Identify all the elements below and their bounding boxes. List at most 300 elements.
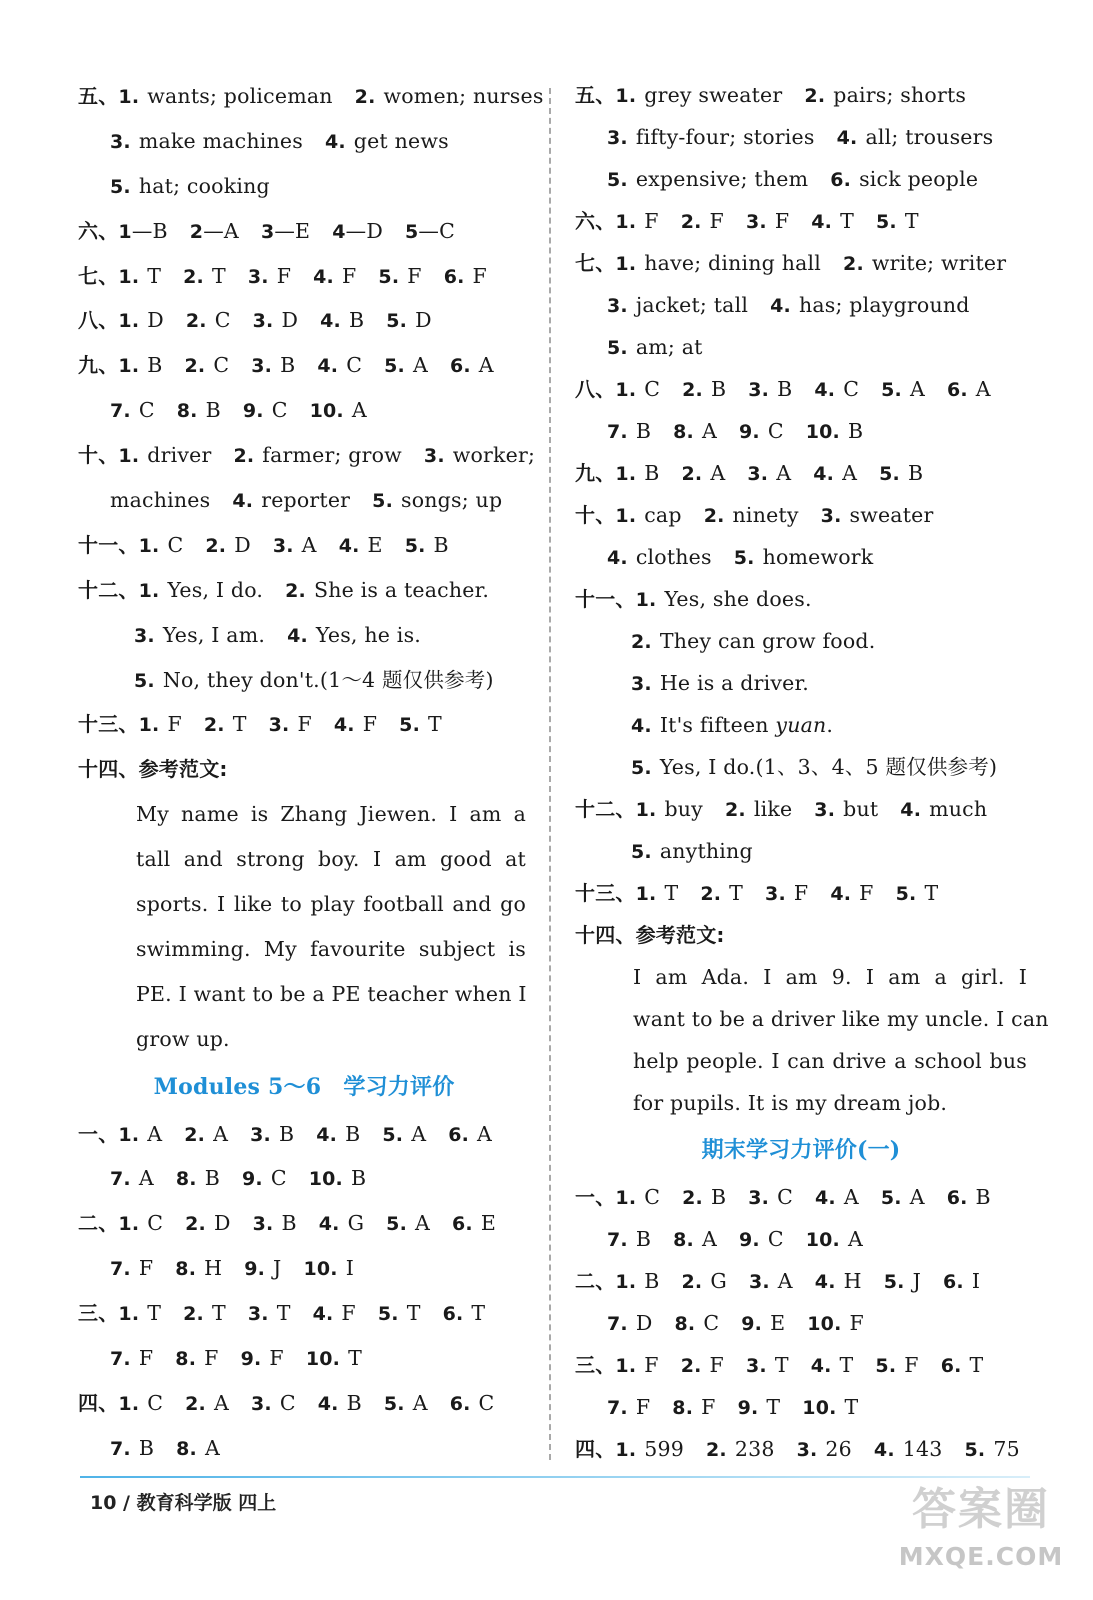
- question-number: 4.: [770, 295, 791, 317]
- answer-item: [874, 1437, 943, 1461]
- question-number: 4.: [836, 127, 858, 149]
- answer-item: [175, 1256, 222, 1280]
- answer-item: [241, 1346, 284, 1370]
- answer-text: 143: [902, 1437, 943, 1461]
- answer-text: Yes, I do.(1、3、4、5 题仅供参考): [659, 755, 998, 779]
- question-number: 1.: [615, 253, 637, 275]
- answer-text: anything: [659, 839, 753, 863]
- question-number: 5.: [372, 490, 394, 513]
- question-number: 2.: [705, 1439, 727, 1461]
- question-number: 3.: [272, 534, 294, 557]
- question-number: 4.: [320, 310, 341, 333]
- answer-line: [78, 1336, 530, 1381]
- answer-text: but: [843, 797, 879, 821]
- answer-text: F: [701, 1395, 716, 1419]
- answer-text: C: [214, 308, 231, 333]
- answer-item: [386, 308, 431, 332]
- answer-text: machines: [110, 488, 211, 513]
- answer-line: [575, 158, 1027, 200]
- question-number: 7.: [110, 1437, 131, 1460]
- answer-item: [947, 1185, 991, 1209]
- answer-text: C: [279, 1390, 296, 1415]
- question-number: 10.: [308, 1168, 343, 1191]
- answer-line: [575, 1386, 1027, 1428]
- sentence-end: .: [826, 713, 834, 737]
- question-number: 1.: [138, 534, 160, 557]
- answer-item: [607, 167, 808, 191]
- answer-text: T: [147, 1301, 162, 1326]
- answer-item: [811, 209, 854, 233]
- answer-item: [243, 398, 288, 422]
- answer-item: [118, 353, 162, 377]
- question-number: 4.: [312, 1303, 334, 1326]
- question-number: 3: [260, 220, 275, 243]
- answer-item: [318, 1391, 362, 1415]
- answer-item: [261, 219, 310, 243]
- answer-item: [110, 488, 210, 512]
- answer-line: [78, 1156, 530, 1201]
- question-number: 3.: [268, 714, 290, 737]
- section-number: 九、: [78, 353, 119, 378]
- answer-text: A: [411, 1121, 427, 1146]
- answer-text: A: [777, 1269, 793, 1293]
- answer-text: F: [859, 881, 874, 905]
- section-number: 九、: [575, 461, 616, 485]
- question-number: 5.: [733, 547, 755, 569]
- answer-item: [110, 398, 155, 422]
- answer-text: C: [644, 377, 661, 401]
- answer-text: D: [147, 308, 164, 333]
- answer-text: T: [147, 263, 162, 288]
- question-number: 1.: [615, 211, 637, 233]
- answer-item: [879, 461, 923, 485]
- question-number: 6.: [452, 1213, 473, 1236]
- answer-text: T: [406, 1301, 421, 1326]
- answer-text: J: [273, 1256, 282, 1281]
- question-number: 1.: [118, 265, 140, 288]
- question-number: 5.: [880, 1187, 902, 1209]
- question-number: 4.: [813, 463, 835, 485]
- answer-text: A: [478, 353, 494, 378]
- question-number: 4.: [900, 799, 922, 821]
- answer-line: [575, 1428, 1027, 1470]
- answer-text: F: [269, 1346, 284, 1371]
- footer-rule: [80, 1476, 1030, 1478]
- answer-line: [575, 410, 1027, 452]
- question-number: 4.: [232, 490, 254, 513]
- answer-text: B: [710, 377, 727, 401]
- answer-text: A: [909, 377, 925, 401]
- question-number: 5.: [631, 757, 652, 779]
- question-number: 3.: [820, 505, 842, 527]
- answer-text: jacket; tall: [635, 293, 749, 317]
- answer-text: A: [415, 1211, 431, 1236]
- answer-text: G: [710, 1269, 727, 1293]
- question-number: 1.: [615, 1355, 637, 1377]
- answer-text: A: [213, 1390, 229, 1415]
- answer-item: [110, 174, 270, 198]
- answer-line: [78, 1201, 530, 1246]
- answer-line: [78, 254, 530, 299]
- answer-item: [118, 1391, 163, 1415]
- answer-line: [78, 388, 530, 433]
- section-number: 一、: [575, 1185, 616, 1209]
- answer-item: [118, 1211, 163, 1235]
- answer-text: B: [147, 353, 163, 378]
- answer-text: C: [767, 1227, 784, 1251]
- question-number: 5.: [883, 1271, 905, 1293]
- answer-text: fifty-four; stories: [635, 125, 815, 149]
- section-number: 四、: [575, 1437, 616, 1461]
- question-number: 4.: [338, 534, 360, 557]
- answer-line: [575, 74, 1027, 116]
- answer-text: No, they don't.(1～4 题仅供参考): [162, 667, 494, 692]
- answer-text: make machines: [138, 128, 303, 153]
- answer-text: F: [138, 1346, 154, 1371]
- answer-item: [738, 1395, 781, 1419]
- answer-line: [575, 662, 1027, 704]
- answer-text: A: [847, 1227, 863, 1251]
- question-number: 2.: [184, 1123, 206, 1146]
- question-number: 4.: [317, 355, 339, 378]
- question-number: 7.: [110, 1258, 131, 1281]
- question-number: 3.: [251, 355, 273, 378]
- section-number: 四、: [78, 1390, 119, 1415]
- answer-text: T: [428, 712, 442, 737]
- answer-text: A: [776, 461, 792, 485]
- section-number: 十二、: [78, 577, 139, 602]
- answer-text: A: [147, 1121, 163, 1146]
- answer-item: [253, 1211, 297, 1235]
- essay-line: swimming. My favourite subject is: [136, 936, 526, 961]
- essay-line: PE. I want to be a PE teacher when I: [136, 981, 527, 1006]
- answer-line: [575, 914, 1027, 956]
- answer-item: [739, 419, 784, 443]
- answer-line: [575, 1176, 1027, 1218]
- answer-item: [139, 578, 264, 602]
- answer-item: [450, 353, 494, 377]
- answer-text: T: [839, 1353, 854, 1377]
- question-number: 7.: [110, 400, 131, 423]
- answer-item: [734, 545, 874, 569]
- question-number: 2.: [285, 579, 306, 602]
- question-number: 4.: [333, 714, 355, 737]
- question-number: 3.: [745, 1355, 767, 1377]
- question-number: 4.: [318, 1213, 340, 1236]
- answer-item: [139, 533, 184, 557]
- answer-line: [78, 1381, 530, 1426]
- answer-item: [303, 1256, 354, 1280]
- answer-line: [78, 658, 530, 703]
- section-number: 二、: [575, 1269, 616, 1293]
- answer-item: [631, 629, 875, 653]
- question-number: 2.: [354, 86, 376, 108]
- answer-item: [176, 1166, 220, 1190]
- answer-item: [306, 1346, 362, 1370]
- answer-text: A: [701, 1227, 717, 1251]
- question-number: 2.: [682, 379, 703, 401]
- answer-text: B: [345, 1121, 361, 1146]
- question-number: 4.: [814, 1271, 836, 1293]
- answer-item: [815, 1269, 862, 1293]
- question-number: 7.: [110, 1168, 131, 1191]
- answer-item: [811, 1353, 854, 1377]
- question-number: 10.: [805, 421, 840, 443]
- question-number: 3.: [252, 310, 274, 333]
- question-number: 4: [332, 220, 346, 243]
- answer-text: farmer; grow: [262, 443, 402, 468]
- question-number: 5.: [875, 1355, 897, 1377]
- currency-italic: yuan: [775, 713, 827, 737]
- question-number: 1.: [138, 579, 160, 602]
- answer-text: C: [213, 353, 230, 378]
- answer-text: E: [770, 1311, 786, 1335]
- answer-item: [830, 167, 978, 191]
- question-number: 3.: [748, 379, 770, 401]
- question-number: 5.: [631, 841, 652, 863]
- question-number: 6.: [448, 1123, 470, 1146]
- answer-line: [575, 326, 1027, 368]
- section-number: 十一、: [575, 587, 636, 611]
- answer-line: [575, 788, 1027, 830]
- question-number: 5.: [399, 714, 421, 737]
- question-number: 3.: [110, 130, 131, 153]
- answer-item: [631, 713, 833, 737]
- answer-text: songs; up: [401, 488, 503, 513]
- answer-item: [607, 545, 712, 569]
- answer-text: F: [341, 263, 357, 288]
- answer-line: [78, 702, 530, 747]
- answer-text: A: [351, 398, 367, 423]
- question-number: 6.: [830, 169, 852, 191]
- answer-line: [575, 704, 1027, 746]
- answer-text: B: [346, 1390, 362, 1415]
- answer-text: —E: [274, 218, 311, 243]
- question-number: 2.: [183, 1303, 204, 1326]
- question-number: 3.: [747, 463, 769, 485]
- answer-text: T: [924, 881, 939, 905]
- answer-text: B: [204, 1166, 220, 1191]
- question-number: 2.: [681, 463, 703, 485]
- answer-item: [821, 503, 934, 527]
- answer-text: F: [904, 1353, 919, 1377]
- answer-item: [320, 308, 364, 332]
- question-number: 5.: [964, 1439, 986, 1461]
- answer-item: [607, 1395, 650, 1419]
- answer-item: [682, 461, 726, 485]
- question-number: 4.: [631, 715, 652, 737]
- answer-line: [575, 242, 1027, 284]
- answer-item: [110, 1346, 153, 1370]
- question-number: 1.: [118, 355, 140, 378]
- question-number: 4.: [811, 211, 833, 233]
- question-number: 5.: [383, 1392, 405, 1415]
- answer-text: C: [843, 377, 860, 401]
- answer-text: —A: [203, 218, 239, 243]
- answer-item: [378, 264, 421, 288]
- question-number: 3.: [607, 295, 628, 317]
- answer-line: [78, 209, 530, 254]
- answer-item: [674, 1311, 719, 1335]
- answer-text: A: [301, 532, 317, 557]
- question-number: 1.: [615, 379, 637, 401]
- question-number: 4.: [814, 1187, 836, 1209]
- question-number: 3.: [765, 883, 786, 905]
- answer-item: [183, 264, 226, 288]
- question-number: 2.: [185, 1213, 206, 1236]
- answer-item: [814, 377, 859, 401]
- answer-item: [837, 125, 994, 149]
- question-number: 6.: [946, 1187, 968, 1209]
- answer-text: B: [350, 1166, 367, 1191]
- question-number: 4.: [873, 1439, 895, 1461]
- answer-text: reporter: [261, 488, 351, 513]
- answer-text: I: [971, 1269, 981, 1293]
- answer-item: [424, 443, 535, 467]
- question-number: 2.: [724, 799, 746, 821]
- answer-item: [615, 209, 658, 233]
- question-number: 1.: [118, 86, 140, 108]
- answer-item: [706, 1437, 775, 1461]
- answer-item: [682, 1269, 727, 1293]
- answer-item: [190, 219, 239, 243]
- answer-line: [78, 433, 536, 478]
- question-number: 9.: [241, 1168, 263, 1191]
- question-number: 1.: [118, 1392, 140, 1415]
- answer-item: [881, 1185, 925, 1209]
- answer-item: [118, 264, 161, 288]
- site-watermark: [896, 1478, 1066, 1588]
- answer-item: [251, 353, 295, 377]
- column-divider: [549, 88, 551, 1460]
- answer-item: [636, 797, 703, 821]
- answer-text: C: [167, 532, 184, 557]
- answer-item: [253, 308, 298, 332]
- question-number: 3.: [247, 265, 269, 288]
- answer-text: A: [843, 1185, 859, 1209]
- answer-item: [615, 1185, 660, 1209]
- answer-text: B: [847, 419, 864, 443]
- answer-item: [807, 1311, 864, 1335]
- answer-text: T: [904, 209, 919, 233]
- answer-line: [78, 298, 530, 343]
- answer-item: [443, 1301, 486, 1325]
- answer-line: [78, 74, 544, 119]
- answer-item: [384, 1391, 428, 1415]
- question-number: 7.: [607, 1313, 628, 1335]
- question-number: 2.: [631, 631, 652, 653]
- section-heading: 期末学习力评价(一): [701, 1137, 901, 1163]
- answer-item: [615, 83, 782, 107]
- answer-item: [607, 1311, 652, 1335]
- answer-text: all; trousers: [865, 125, 994, 149]
- answer-item: [806, 419, 864, 443]
- question-number: 3.: [748, 1271, 770, 1293]
- answer-text: T: [774, 1353, 789, 1377]
- answer-item: [118, 1122, 162, 1146]
- answer-text: B: [777, 377, 793, 401]
- answer-item: [339, 533, 383, 557]
- question-number: 5.: [377, 1303, 399, 1326]
- question-number: 8.: [175, 1348, 197, 1371]
- answer-text: —D: [345, 218, 383, 243]
- question-number: 7.: [607, 421, 628, 443]
- answer-text: E: [367, 532, 383, 557]
- essay-line: help people. I can drive a school bus: [633, 1049, 1027, 1073]
- section-number: 六、: [78, 218, 119, 243]
- answer-item: [615, 1353, 658, 1377]
- answer-item: [248, 264, 291, 288]
- question-number: 10.: [805, 1229, 840, 1251]
- answer-text: Yes, I am.: [162, 622, 266, 647]
- question-number: 2.: [185, 310, 207, 333]
- question-number: 5.: [607, 169, 628, 191]
- answer-text: A: [213, 1121, 229, 1146]
- question-number: 8.: [176, 1437, 197, 1460]
- question-number: 4.: [324, 130, 346, 153]
- answer-item: [631, 839, 753, 863]
- question-number: 6.: [449, 355, 471, 378]
- answer-text: T: [211, 263, 226, 288]
- answer-item: [405, 219, 455, 243]
- answer-item: [110, 129, 303, 153]
- answer-text: ninety: [732, 503, 799, 527]
- question-number: 3.: [745, 211, 767, 233]
- answer-item: [118, 1301, 161, 1325]
- answer-line: [575, 1344, 1027, 1386]
- answer-item: [405, 533, 449, 557]
- answer-text: A: [909, 1185, 925, 1209]
- answer-item: [452, 1211, 496, 1235]
- section-number: 五、: [575, 83, 616, 107]
- answer-text: get news: [353, 128, 449, 153]
- answer-item: [332, 219, 383, 243]
- answer-item: [310, 398, 367, 422]
- section-number: 三、: [575, 1353, 616, 1377]
- question-number: 1.: [118, 1303, 140, 1326]
- section-number: 一、: [78, 1121, 119, 1146]
- answer-text: F: [709, 209, 724, 233]
- answer-text: F: [472, 263, 487, 288]
- answer-line: [575, 830, 1027, 872]
- question-number: 5.: [386, 1213, 407, 1236]
- answer-text: D: [635, 1311, 653, 1335]
- answer-line: [78, 568, 530, 613]
- essay-line: My name is Zhang Jiewen. I am a: [136, 802, 526, 827]
- answer-text: T: [276, 1301, 291, 1326]
- question-number: 3.: [252, 1213, 274, 1236]
- answer-text: T: [211, 1301, 226, 1326]
- answer-text: I: [345, 1256, 355, 1281]
- answer-text: 75: [993, 1437, 1020, 1461]
- answer-text: F: [341, 1301, 356, 1326]
- answer-item: [118, 219, 167, 243]
- question-number: 4.: [313, 265, 334, 288]
- answer-item: [313, 264, 356, 288]
- answer-text: buy: [664, 797, 703, 821]
- question-number: 5.: [895, 883, 917, 905]
- answer-line: [78, 1112, 530, 1157]
- answer-line: [575, 1218, 1027, 1260]
- question-number: 3.: [250, 1123, 271, 1146]
- question-number: 1.: [118, 445, 140, 468]
- answer-item: [631, 755, 997, 779]
- section-number: 十三、: [78, 712, 139, 737]
- question-number: 5.: [378, 265, 400, 288]
- answer-item: [183, 1301, 226, 1325]
- section-number: 七、: [78, 263, 119, 288]
- answer-item: [804, 83, 966, 107]
